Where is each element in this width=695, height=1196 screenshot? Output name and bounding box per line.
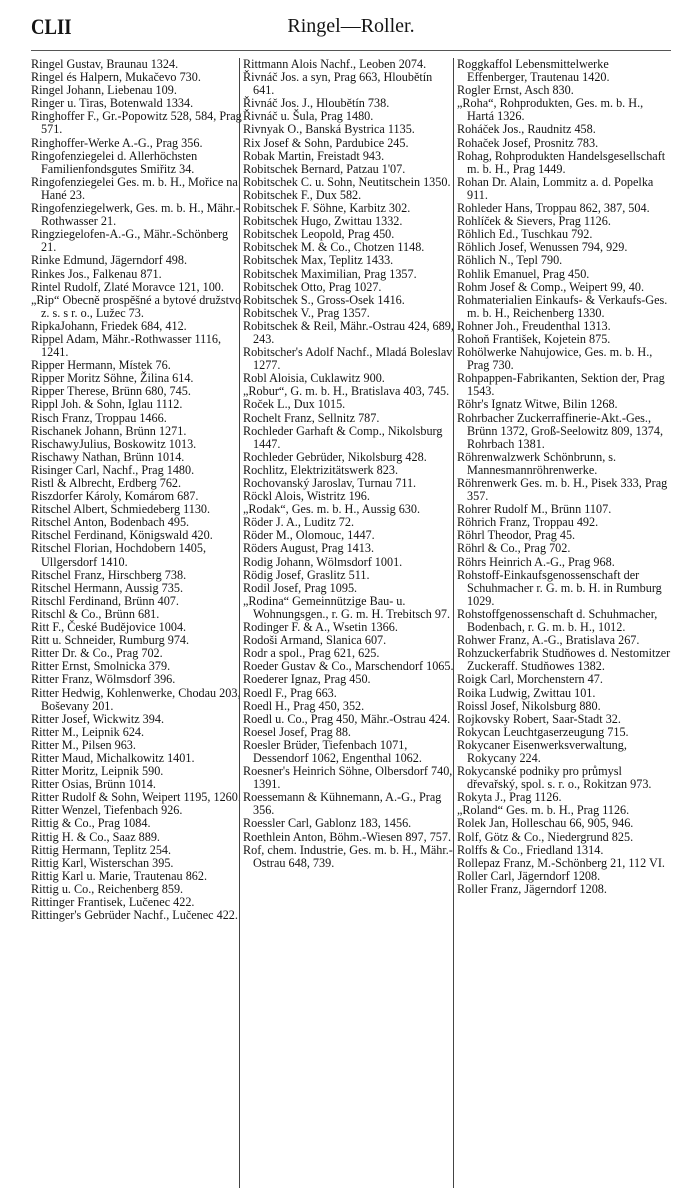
directory-entry: Röhlich Josef, Wenussen 794, 929. [457, 240, 628, 255]
directory-entry: Rittig Karl u. Marie, Trautenau 862. [31, 868, 208, 883]
directory-entry: Robitschek C. u. Sohn, Neutitschein 1350. [243, 174, 451, 189]
directory-entry: Řivnáč u. Šula, Prag 1480. [243, 109, 374, 124]
page-number: CLII [31, 14, 72, 39]
directory-entry: Roedl F., Prag 663. [243, 685, 337, 700]
directory-entry: Ritt u. Schneider, Rumburg 974. [31, 633, 190, 648]
directory-entry: Rippel Adam, Mähr.-Rothwasser 1116, 1241. [31, 331, 222, 360]
directory-entry: Ritschel Hermann, Aussig 735. [31, 580, 183, 595]
directory-entry: Roller Franz, Jägerndorf 1208. [457, 881, 607, 896]
directory-entry: Rinkes Jos., Falkenau 871. [31, 266, 162, 281]
directory-entry: Ritt F., České Budějovice 1004. [31, 620, 187, 635]
directory-entry: Robitschek F., Dux 582. [243, 187, 362, 202]
directory-entry: Roller Carl, Jägerndorf 1208. [457, 868, 601, 883]
directory-entry: Ritschl & Co., Brünn 681. [31, 606, 160, 621]
directory-entry: Röhrl Theodor, Prag 45. [457, 528, 576, 543]
directory-entry: Robitschek Bernard, Patzau 1'07. [243, 161, 406, 176]
directory-entry: Rittmann Alois Nachf., Leoben 2074. [243, 58, 427, 71]
directory-entry: Rodig Johann, Wölmsdorf 1001. [243, 554, 403, 569]
directory-entry: Röhrl & Co., Prag 702. [457, 541, 571, 556]
directory-entry: Rodinger F. & A., Wsetin 1366. [243, 620, 398, 635]
directory-entry: Ringofenziegelei d. Allerhöchsten Familienfondsgutes Smiřitz 34. [31, 148, 198, 176]
directory-entry: Rochelt Franz, Sellnitz 787. [243, 410, 380, 425]
directory-entry: RischawyJulius, Boskowitz 1013. [31, 436, 197, 451]
directory-entry: Roessler Carl, Gablonz 183, 1456. [243, 816, 412, 831]
directory-entry: Rojkovsky Robert, Saar-Stadt 32. [457, 711, 621, 726]
directory-entry: Ritter Wenzel, Tiefenbach 926. [31, 803, 183, 818]
directory-entry: Roesel Josef, Prag 88. [243, 724, 351, 739]
directory-entry: Ritschel Franz, Hirschberg 738. [31, 567, 187, 582]
directory-entry: Ringel és Halpern, Mukačevo 730. [31, 70, 201, 85]
directory-entry: Ritter Hedwig, Kohlenwerke, Chodau 203, Boševany 201. [31, 685, 241, 713]
directory-entry: Rohpappen-Fabrikanten, Sektion der, Prag 1543. [457, 371, 665, 399]
directory-entry: Ritter Maud, Michalkowitz 1401. [31, 750, 195, 765]
directory-entry: Ritter Osias, Brünn 1014. [31, 777, 156, 792]
directory-entry: Röhlich Ed., Tuschkau 792. [457, 227, 593, 242]
directory-entry: Řivnáč Jos. a syn, Prag 663, Hloubětín 641. [243, 70, 433, 98]
directory-entry: Robak Martin, Freistadt 943. [243, 148, 385, 163]
directory-entry: Rittig Hermann, Teplitz 254. [31, 842, 172, 857]
directory-entry: Robitscher's Adolf Nachf., Mladá Boleslav 1277. [243, 345, 453, 373]
directory-entry: Ritschl Ferdinand, Brünn 407. [31, 593, 179, 608]
page-title: Ringel—Roller. [287, 15, 415, 37]
directory-entry: Rohlíček & Sievers, Prag 1126. [457, 214, 611, 229]
directory-entry: Rohan Dr. Alain, Lommitz a. d. Popelka 911. [457, 174, 654, 202]
directory-entry: Rohmaterialien Einkaufs- & Verkaufs-Ges. m. b. H., Reichenberg 1330. [457, 292, 668, 320]
directory-entry: „Rodina“ Gemeinnützige Bau- u. Wohnungsgen., r. G. m. H. Trebitsch 97. [243, 593, 451, 621]
directory-entry: Ringel Gustav, Braunau 1324. [31, 58, 179, 71]
directory-entry: Ripper Therese, Brünn 680, 745. [31, 384, 191, 399]
column-divider [453, 58, 454, 1188]
page-header [31, 14, 671, 44]
directory-entry: Rohwer Franz, A.-G., Bratislava 267. [457, 633, 640, 648]
directory-entry: Röders August, Prag 1413. [243, 541, 375, 556]
header-rule [31, 50, 671, 51]
directory-entry: Robitschek Maximilian, Prag 1357. [243, 266, 417, 281]
directory-entry: Röhrenwerk Ges. m. b. H., Pisek 333, Prag 357. [457, 476, 668, 504]
directory-entry: Rodil Josef, Prag 1095. [243, 580, 358, 595]
directory-entry: Robitschek V., Prag 1357. [243, 305, 370, 320]
directory-entry: Ringel Johann, Liebenau 109. [31, 83, 177, 98]
directory-entry: Roesler Brüder, Tiefenbach 1071, Dessendorf 1062, Engenthal 1062. [243, 737, 422, 765]
directory-entry: Rohlik Emanuel, Prag 450. [457, 266, 590, 281]
directory-entry: Rogler Ernst, Asch 830. [457, 83, 574, 98]
directory-entry: Roederer Ignaz, Prag 450. [243, 672, 371, 687]
directory-entry: Roethlein Anton, Böhm.-Wiesen 897, 757. [243, 829, 452, 844]
directory-entry: Roissl Josef, Nikolsburg 880. [457, 698, 601, 713]
directory-entry: Röhlich N., Tepl 790. [457, 253, 563, 268]
directory-entry: Rochleder Garhaft & Comp., Nikolsburg 1447. [243, 423, 443, 451]
directory-entry: Rintel Rudolf, Zlaté Moravce 121, 100. [31, 279, 224, 294]
directory-entry: Ringer u. Tiras, Botenwald 1334. [31, 96, 194, 111]
directory-entry: Risinger Carl, Nachf., Prag 1480. [31, 462, 195, 477]
directory-entry: Rischanek Johann, Brünn 1271. [31, 423, 187, 438]
column-divider [239, 58, 240, 1188]
directory-entry: Rivnyak O., Banská Bystrica 1135. [243, 122, 415, 137]
directory-entry: Rittig H. & Co., Saaz 889. [31, 829, 160, 844]
directory-entry: „Roha“, Rohprodukten, Ges. m. b. H., Hartá 1326. [457, 96, 644, 124]
directory-entry: Röhr's Ignatz Witwe, Bilin 1268. [457, 397, 618, 412]
directory-entry: Ritschel Florian, Hochdobern 1405, Ullgersdorf 1410. [31, 541, 206, 569]
directory-entry: Roika Ludwig, Zwittau 101. [457, 685, 596, 700]
directory-entry: Rohstoff-Einkaufsgenossenschaft der Schuhmacher r. G. m. b. H. in Rumburg 1029. [457, 567, 662, 608]
directory-entry: Rohner Joh., Freudenthal 1313. [457, 318, 611, 333]
entries-column-3 [457, 58, 671, 1188]
directory-entry: Röhrenwalzwerk Schönbrunn, s. Mannesmannröhrenwerke. [457, 449, 617, 477]
directory-entry: Ripper Hermann, Místek 76. [31, 358, 171, 373]
directory-entry: Roháček Jos., Raudnitz 458. [457, 122, 596, 137]
directory-entry: Rix Josef & Sohn, Pardubice 245. [243, 135, 409, 150]
directory-entry: Robitschek Leopold, Prag 450. [243, 227, 395, 242]
directory-entry: „Robur“, G. m. b. H., Bratislava 403, 745. [243, 384, 450, 399]
directory-entry: Rippl Joh. & Sohn, Iglau 1112. [31, 397, 183, 412]
directory-entry: Röder J. A., Luditz 72. [243, 515, 355, 530]
directory-entry: Robitschek Max, Teplitz 1433. [243, 253, 394, 268]
directory-entry: Rolek Jan, Holleschau 66, 905, 946. [457, 816, 634, 831]
directory-entry: Ritter Moritz, Leipnik 590. [31, 764, 164, 779]
directory-entry: Röhrich Franz, Troppau 492. [457, 515, 599, 530]
directory-entry: Ringziegelofen-A.-G., Mähr.-Schönberg 21. [31, 227, 229, 255]
directory-entry: Ringofenziegelwerk, Ges. m. b. H., Mähr.-Rothwasser 21. [31, 201, 240, 229]
directory-entry: Rittig u. Co., Reichenberg 859. [31, 881, 184, 896]
directory-entry: Rohzuckerfabrik Studňowes d. Nestomitzer Zuckeraff. Studňowes 1382. [457, 646, 671, 674]
directory-entry: Risch Franz, Troppau 1466. [31, 410, 167, 425]
directory-entry: Rof, chem. Industrie, Ges. m. b. H., Mähr.-Ostrau 648, 739. [243, 842, 453, 870]
directory-entry: Robitschek Otto, Prag 1027. [243, 279, 382, 294]
directory-entry: Rohstoffgenossenschaft d. Schuhmacher, Bodenbach, r. G. m. b. H., 1012. [457, 606, 658, 635]
directory-entry: Rodoši Armand, Slanica 607. [243, 633, 387, 648]
directory-entry: Riszdorfer Károly, Komárom 687. [31, 489, 199, 504]
directory-entry: Ringhoffer-Werke A.-G., Prag 356. [31, 135, 203, 150]
directory-entry: Ritter Josef, Wickwitz 394. [31, 711, 164, 726]
directory-entry: Ristl & Albrecht, Erdberg 762. [31, 476, 182, 490]
directory-entry: Ritter M., Pilsen 963. [31, 737, 136, 752]
directory-entry: Rischawy Nathan, Brünn 1014. [31, 449, 185, 464]
directory-entry: „Rip“ Obecně prospěšné a bytové družstvo z. s. s r. o., Lužec 73. [31, 292, 242, 320]
directory-entry: Rödig Josef, Graslitz 511. [243, 567, 370, 582]
directory-entry: Ritter Franz, Wölmsdorf 396. [31, 672, 176, 687]
directory-entry: Röhrs Heinrich A.-G., Prag 968. [457, 554, 615, 569]
directory-entry: Ritter Dr. & Co., Prag 702. [31, 646, 163, 661]
directory-entry: Rinke Edmund, Jägerndorf 498. [31, 253, 188, 268]
directory-entry: Rokycaner Eisenwerksverwaltung, Rokycany 224. [457, 737, 627, 765]
directory-entry: Ritschel Ferdinand, Königswald 420. [31, 528, 213, 543]
directory-entry: „Roland“ Ges. m. b. H., Prag 1126. [457, 803, 630, 818]
directory-entry: Rittinger's Gebrüder Nachf., Lučenec 422. [31, 908, 238, 923]
directory-entry: Roesner's Heinrich Söhne, Olbersdorf 740, 1391. [243, 764, 453, 792]
directory-entry: Robitschek S., Gross-Osek 1416. [243, 292, 405, 307]
directory-entry: Röder M., Olomouc, 1447. [243, 528, 375, 543]
directory-entry: Roček L., Dux 1015. [243, 397, 346, 412]
directory-entry: Rohoň František, Kojetein 875. [457, 331, 611, 346]
directory-entry: Robl Aloisia, Cuklawitz 900. [243, 371, 385, 386]
directory-entry: Robitschek & Reil, Mähr.-Ostrau 424, 689, 243. [243, 318, 454, 346]
directory-entry: Rochlitz, Elektrizitätswerk 823. [243, 462, 399, 477]
directory-entry: Robitschek M. & Co., Chotzen 1148. [243, 240, 425, 255]
directory-entry: Ringofenziegelei Ges. m. b. H., Mořice na Hané 23. [31, 174, 238, 202]
directory-entry: Ritter Ernst, Smolnicka 379. [31, 659, 171, 674]
directory-entry: Rokyta J., Prag 1126. [457, 790, 562, 805]
directory-entry: Röckl Alois, Wistritz 196. [243, 489, 370, 504]
entries-column-2 [243, 58, 454, 1188]
directory-entry: Rokycan Leuchtgaserzeugung 715. [457, 724, 629, 739]
directory-entry: Rodr a spol., Prag 621, 625. [243, 646, 380, 661]
directory-entry: Rochovanský Jaroslav, Turnau 711. [243, 476, 417, 490]
directory-entry: Ritter Rudolf & Sohn, Weipert 1195, 1260. [31, 790, 241, 805]
directory-entry: Ringhoffer F., Gr.-Popowitz 528, 584, Prag 571. [31, 109, 242, 137]
directory-entry: Rohm Josef & Comp., Weipert 99, 40. [457, 279, 645, 294]
directory-entry: Ritter M., Leipnik 624. [31, 724, 145, 739]
directory-entry: Ritschel Anton, Bodenbach 495. [31, 515, 190, 530]
directory-entry: Roggkaffol Lebensmittelwerke Effenberger, Trautenau 1420. [457, 58, 610, 85]
directory-entry: Rittig & Co., Prag 1084. [31, 816, 151, 831]
directory-entry: Roedl H., Prag 450, 352. [243, 698, 365, 713]
directory-entry: Rohag, Rohprodukten Handelsgesellschaft m. b. H., Prag 1449. [457, 148, 666, 176]
directory-entry: Rokycanské podniky pro průmysl dřevařský, spol. s. r. o., Rokitzan 973. [457, 764, 652, 792]
directory-entry: Řivnáč Jos. J., Hloubětín 738. [243, 96, 390, 111]
directory-entry: Rohaček Josef, Prosnitz 783. [457, 135, 599, 150]
directory-entry: Ripper Moritz Söhne, Žilina 614. [31, 371, 194, 386]
directory-entry: Rollepaz Franz, M.-Schönberg 21, 112 VI. [457, 855, 665, 870]
directory-entry: Rittig Karl, Wisterschan 395. [31, 855, 174, 870]
entries-column-1 [31, 58, 243, 1188]
directory-entry: Rohölwerke Nahujowice, Ges. m. b. H., Prag 730. [457, 345, 653, 373]
directory-entry: Ritschel Albert, Schmiedeberg 1130. [31, 502, 211, 517]
directory-entry: Roeder Gustav & Co., Marschendorf 1065. [243, 659, 454, 674]
directory-entry: Rolffs & Co., Friedland 1314. [457, 842, 604, 857]
directory-entry: Rohrbacher Zuckerraffinerie-Akt.-Ges., Brünn 1372, Groß-Seelowitz 809, 1374, Rohrbach 1381. [457, 410, 663, 451]
directory-entry: Rohrer Rudolf M., Brünn 1107. [457, 502, 612, 517]
directory-entry: Robitschek F. Söhne, Karbitz 302. [243, 201, 411, 216]
directory-entry: Rolf, Götz & Co., Niedergrund 825. [457, 829, 634, 844]
directory-entry: Robitschek Hugo, Zwittau 1332. [243, 214, 403, 229]
directory-entry: Rohleder Hans, Troppau 862, 387, 504. [457, 201, 650, 216]
directory-entry: Rochleder Gebrüder, Nikolsburg 428. [243, 449, 427, 464]
directory-entry: „Rodak“, Ges. m. b. H., Aussig 630. [243, 502, 421, 517]
directory-entry: Roessemann & Kühnemann, A.-G., Prag 356. [243, 790, 442, 818]
directory-entry: Roedl u. Co., Prag 450, Mähr.-Ostrau 424. [243, 711, 451, 726]
directory-entry: RipkaJohann, Friedek 684, 412. [31, 318, 187, 333]
directory-entry: Rittinger Frantisek, Lučenec 422. [31, 895, 195, 909]
directory-entry: Roigk Carl, Morchenstern 47. [457, 672, 603, 687]
